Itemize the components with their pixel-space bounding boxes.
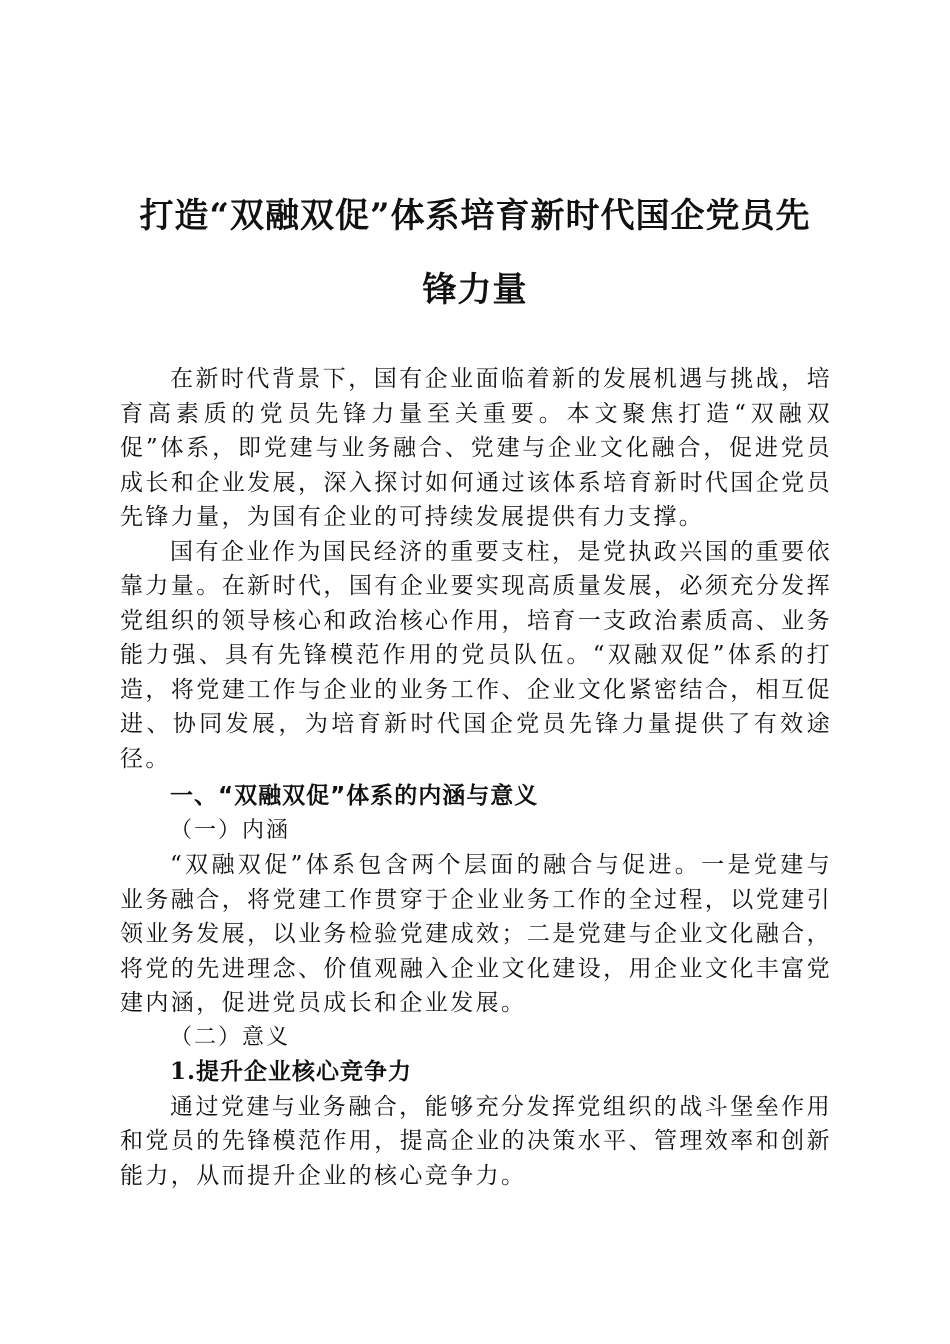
subsection-heading-significance: （二）意义 <box>170 1024 291 1050</box>
paragraph-connotation: “双融双促”体系包含两个层面的融合与促进。一是党建与业务融合，将党建工作贯穿于企业业务工作的全过程，以党建引领业务发展，以业务检验党建成效；二是党建与企业文化融合，将党的先进理念、价值观融入企业文化建设，用企业文化丰富党建内涵，促进党员成长和企业发展。 <box>120 852 832 1016</box>
item-heading-competitiveness: 1.提升企业核心竞争力 <box>170 1058 413 1085</box>
document-title-line-2: 锋力量 <box>422 270 528 310</box>
section-heading-1: 一、“双融双促”体系的内涵与意义 <box>170 783 539 809</box>
paragraph-competitiveness: 通过党建与业务融合，能够充分发挥党组织的战斗堡垒作用和党员的先锋模范作用，提高企业的决策水平、管理效率和创新能力，从而提升企业的核心竞争力。 <box>120 1093 832 1189</box>
document-title-line-1: 打造“双融双促”体系培育新时代国企党员先 <box>139 196 811 236</box>
paragraph-background: 国有企业作为国民经济的重要支柱，是党执政兴国的重要依靠力量。在新时代，国有企业要实现高质量发展，必须充分发挥党组织的领导核心和政治核心作用，培育一支政治素质高、业务能力强、具有先锋模范作用的党员队伍。“双融双促”体系的打造，将党建工作与企业的业务工作、企业文化紧密结合，相互促进、协同发展，为培育新时代国企党员先锋力量提供了有效途径。 <box>120 538 832 772</box>
subsection-heading-connotation: （一）内涵 <box>170 817 291 843</box>
paragraph-intro: 在新时代背景下，国有企业面临着新的发展机遇与挑战，培育高素质的党员先锋力量至关重要。本文聚焦打造“双融双促”体系，即党建与业务融合、党建与企业文化融合，促进党员成长和企业发展，深入探讨如何通过该体系培育新时代国企党员先锋力量，为国有企业的可持续发展提供有力支撑。 <box>120 366 832 530</box>
document-body <box>120 362 832 1193</box>
paragraph-connotation-wrapper <box>120 848 832 1021</box>
